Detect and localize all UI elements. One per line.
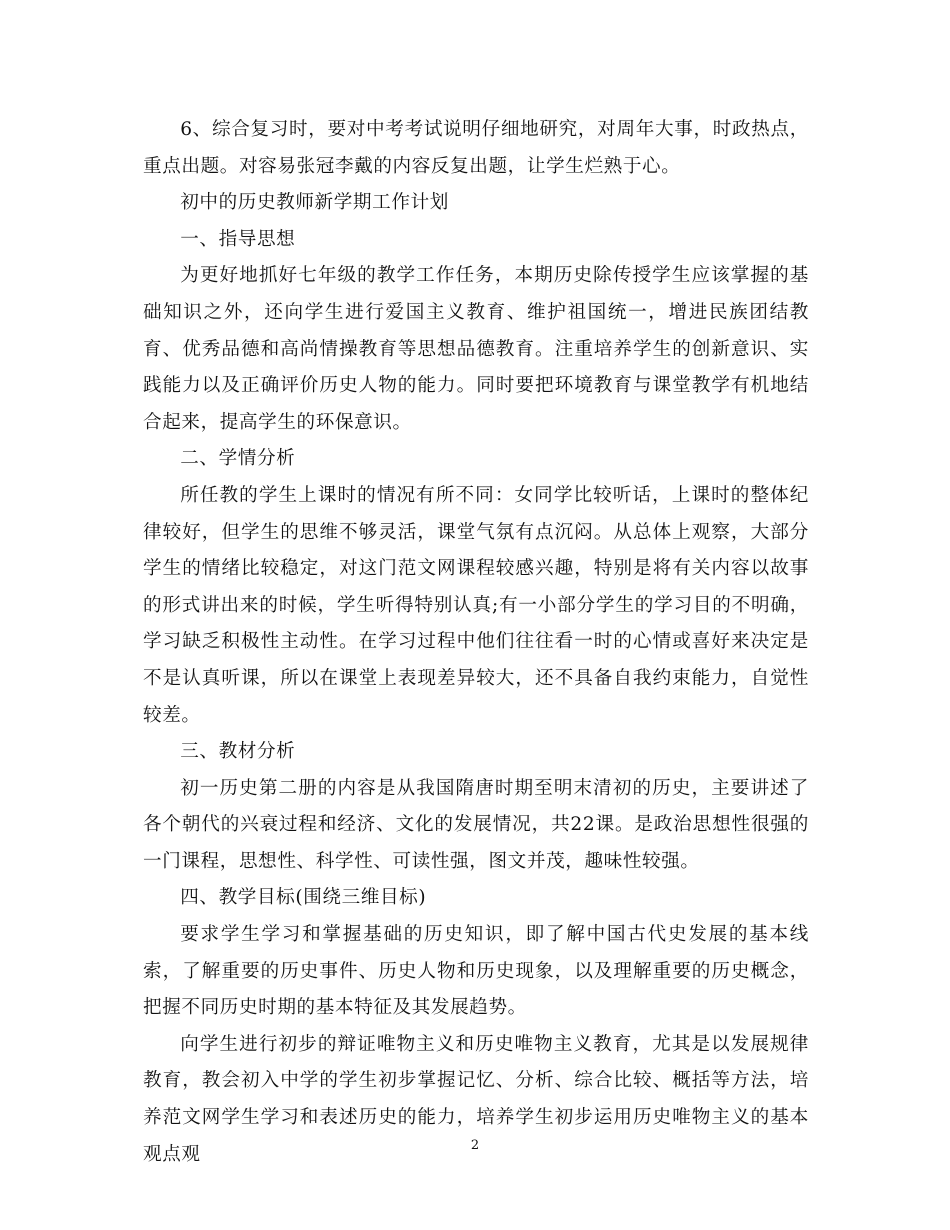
paragraph-teaching-goals-education: 向学生进行初步的辩证唯物主义和历史唯物主义教育，尤其是以发展规律教育，教会初入中学的学生初步掌握记忆、分析、综合比较、概括等方法，培养范文网学生学习和表述历史的能力，培养学生初步运用历史唯物主义的基本观点观 — [143, 1033, 809, 1165]
section-heading-teaching-goals: 四、教学目标(围绕三维目标) — [180, 887, 427, 909]
paragraph-review-tips: 6、综合复习时，要对中考考试说明仔细地研究，对周年大事，时政热点，重点出题。对容易张冠李戴的内容反复出题，让学生烂熟于心。 — [143, 119, 809, 177]
page-number: 2 — [470, 1138, 480, 1153]
document-body — [143, 112, 809, 1173]
document-title: 初中的历史教师新学期工作计划 — [180, 192, 449, 214]
section-heading-guiding-ideology: 一、指导思想 — [180, 228, 296, 250]
paragraph-guiding-ideology: 为更好地抓好七年级的教学工作任务，本期历史除传授学生应该掌握的基础知识之外，还向学生进行爱国主义教育、维护祖国统一，增进民族团结教育、优秀品德和高尚情操教育等思想品德教育。注重培养学生的创新意识、实践能力以及正确评价历史人物的能力。同时要把环境教育与课堂教学有机地结合起来，提高学生的环保意识。 — [143, 265, 809, 433]
paragraph-textbook-analysis: 初一历史第二册的内容是从我国隋唐时期至明末清初的历史，主要讲述了各个朝代的兴衰过程和经济、文化的发展情况，共22课。是政治思想性很强的一门课程，思想性、科学性、可读性强，图文并茂，趣味性较强。 — [143, 777, 809, 872]
paragraph-student-analysis: 所任教的学生上课时的情况有所不同：女同学比较听话，上课时的整体纪律较好，但学生的思维不够灵活，课堂气氛有点沉闷。从总体上观察，大部分学生的情绪比较稳定，对这门范文网课程较感兴趣，特别是将有关内容以故事的形式讲出来的时候，学生听得特别认真;有一小部分学生的学习目的不明确，学习缺乏积极性主动性。在学习过程中他们往往看一时的心情或喜好来决定是不是认真听课，所以在课堂上表现差异较大，还不具备自我约束能力，自觉性较差。 — [143, 484, 809, 726]
section-heading-textbook-analysis: 三、教材分析 — [180, 741, 296, 763]
paragraph-teaching-goals-knowledge: 要求学生学习和掌握基础的历史知识，即了解中国古代史发展的基本线索，了解重要的历史事件、历史人物和历史现象，以及理解重要的历史概念，把握不同历史时期的基本特征及其发展趋势。 — [143, 924, 809, 1019]
section-heading-student-analysis: 二、学情分析 — [180, 448, 296, 470]
